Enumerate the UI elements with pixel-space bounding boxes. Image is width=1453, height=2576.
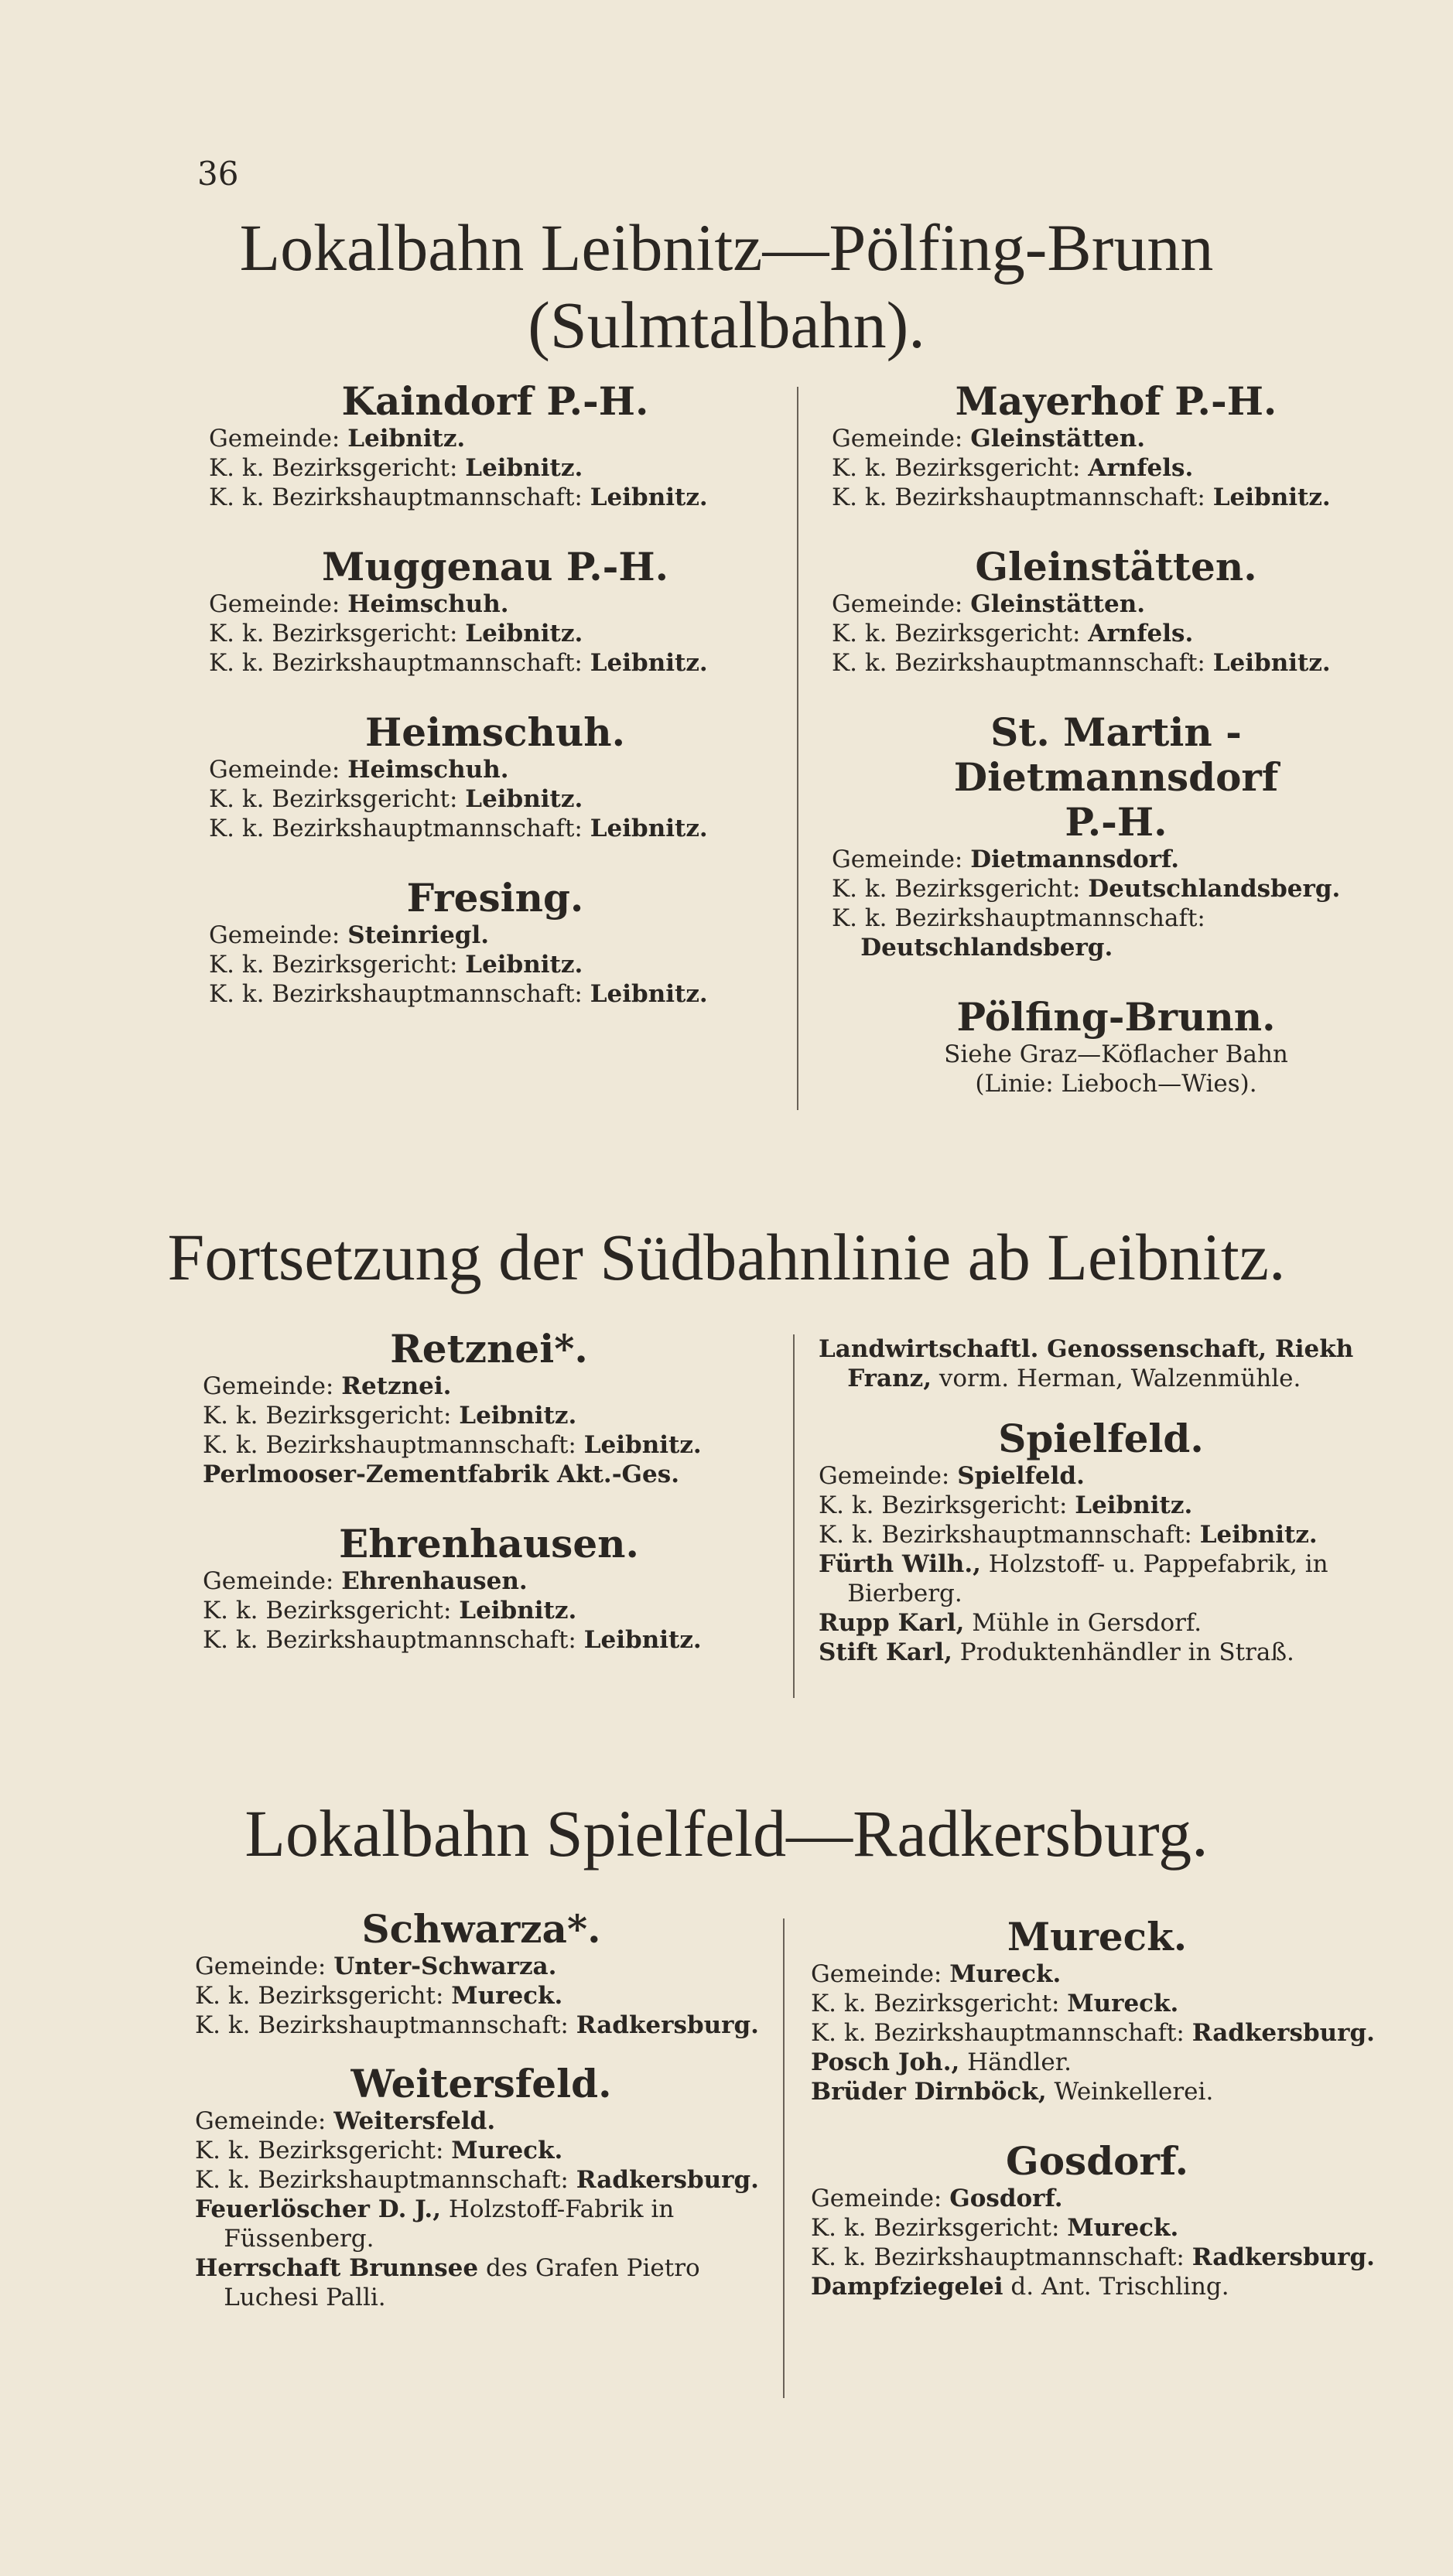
entry-line: K. k. Bezirksgericht: Leibnitz. bbox=[209, 785, 583, 813]
station-entry bbox=[819, 1416, 1383, 1667]
entry-line: Gemeinde: Dietmannsdorf. bbox=[832, 846, 1180, 873]
cross-reference-note: (Linie: Lieboch—Wies). bbox=[975, 1070, 1257, 1098]
station-heading: Mureck. bbox=[1007, 1914, 1188, 1959]
entry-line: Gemeinde: Unter-Schwarza. bbox=[195, 1952, 557, 1980]
section1-right-column bbox=[832, 379, 1400, 1131]
entry-line: K. k. Bezirkshauptmannschaft: Radkersburg. bbox=[811, 2019, 1375, 2047]
entry-line: Gemeinde: Leibnitz. bbox=[209, 425, 466, 453]
entry-line: Gemeinde: Steinriegl. bbox=[209, 921, 490, 949]
station-entry bbox=[195, 2062, 768, 2312]
entry-line: Gemeinde: Heimschuh. bbox=[209, 756, 509, 784]
entry-line: K. k. Bezirkshauptmannschaft: Deutschlandsberg. bbox=[832, 904, 1205, 962]
section-title-sulmtalbahn bbox=[0, 209, 1453, 364]
entry-line: Gemeinde: Gosdorf. bbox=[811, 2185, 1063, 2212]
column-divider bbox=[793, 1334, 795, 1698]
entry-line: K. k. Bezirkshauptmannschaft: Leibnitz. bbox=[203, 1431, 702, 1459]
entry-line: K. k. Bezirkshauptmannschaft: Leibnitz. bbox=[832, 649, 1331, 677]
entry-line: K. k. Bezirksgericht: Mureck. bbox=[811, 2214, 1179, 2242]
section2-left-column bbox=[203, 1327, 775, 1687]
station-heading: Gosdorf. bbox=[1006, 2138, 1188, 2184]
entry-line: Gemeinde: Weitersfeld. bbox=[195, 2107, 496, 2135]
station-entry bbox=[203, 1522, 775, 1655]
entry-line: K. k. Bezirksgericht: Mureck. bbox=[195, 2137, 563, 2164]
station-entry bbox=[811, 2139, 1383, 2301]
firm-line: Rupp Karl, Mühle in Gersdorf. bbox=[819, 1609, 1202, 1637]
station-heading: Muggenau P.-H. bbox=[321, 544, 669, 589]
entry-line: K. k. Bezirksgericht: Leibnitz. bbox=[203, 1597, 577, 1625]
station-entry bbox=[209, 876, 781, 1009]
entry-line: K. k. Bezirksgericht: Arnfels. bbox=[832, 454, 1194, 482]
station-heading: St. Martin - Dietmannsdorf bbox=[953, 709, 1279, 800]
section2-right-column bbox=[819, 1334, 1383, 1700]
station-heading: Retznei*. bbox=[390, 1326, 588, 1372]
cross-reference-note: Siehe Graz—Köflacher Bahn bbox=[944, 1040, 1288, 1068]
entry-line: K. k. Bezirkshauptmannschaft: Leibnitz. bbox=[209, 980, 708, 1008]
station-entry bbox=[195, 1907, 768, 2040]
section-title-line: Lokalbahn Leibnitz—Pölfing-Brunn bbox=[239, 210, 1214, 285]
firm-line: Dampfziegelei d. Ant. Trischling. bbox=[811, 2273, 1229, 2301]
station-heading: Pölfing-Brunn. bbox=[956, 994, 1276, 1040]
firm-line: Stift Karl, Produktenhändler in Straß. bbox=[819, 1638, 1294, 1666]
station-entry bbox=[209, 379, 781, 512]
station-heading: Weitersfeld. bbox=[350, 2061, 612, 2106]
entry-line: K. k. Bezirkshauptmannschaft: Leibnitz. bbox=[832, 483, 1331, 511]
entry-line: Gemeinde: Spielfeld. bbox=[819, 1462, 1085, 1490]
section3-right-column bbox=[811, 1915, 1383, 2334]
entry-line: Gemeinde: Retznei. bbox=[203, 1372, 452, 1400]
section3-left-column bbox=[195, 1907, 768, 2345]
entry-line: Gemeinde: Mureck. bbox=[811, 1960, 1062, 1988]
firm-line: Feuerlöscher D. J., Holzstoff-Fabrik in Füssenberg. bbox=[195, 2195, 675, 2253]
entry-line: K. k. Bezirkshauptmannschaft: Leibnitz. bbox=[209, 483, 708, 511]
entry-line: K. k. Bezirksgericht: Mureck. bbox=[195, 1982, 563, 2010]
entry-line: K. k. Bezirkshauptmannschaft: Leibnitz. bbox=[203, 1626, 702, 1654]
station-entry bbox=[832, 545, 1400, 678]
firm-line: Herrschaft Brunnsee des Grafen Pietro Luchesi Palli. bbox=[195, 2254, 700, 2311]
column-divider bbox=[797, 387, 798, 1110]
section-title-suedbahn: Fortsetzung der Südbahnlinie ab Leibnitz. bbox=[167, 1220, 1286, 1294]
entry-line: K. k. Bezirksgericht: Leibnitz. bbox=[203, 1402, 577, 1430]
station-entry bbox=[832, 995, 1400, 1098]
entry-line: K. k. Bezirksgericht: Leibnitz. bbox=[209, 620, 583, 647]
page-number: 36 bbox=[197, 155, 239, 193]
entry-line: Gemeinde: Gleinstätten. bbox=[832, 590, 1146, 618]
station-entry bbox=[832, 379, 1400, 512]
station-entry bbox=[209, 545, 781, 678]
entry-line: K. k. Bezirkshauptmannschaft: Leibnitz. bbox=[209, 649, 708, 677]
entry-line: K. k. Bezirkshauptmannschaft: Radkersburg. bbox=[195, 2166, 759, 2194]
station-entry bbox=[203, 1327, 775, 1489]
station-heading: Gleinstätten. bbox=[975, 544, 1257, 589]
firm-line: Landwirtschaftl. Genossenschaft, Riekh Franz, vorm. Herman, Walzenmühle. bbox=[819, 1335, 1354, 1392]
firm-line: Brüder Dirnböck, Weinkellerei. bbox=[811, 2078, 1214, 2106]
section-title-radkersburg: Lokalbahn Spielfeld—Radkersburg. bbox=[244, 1796, 1209, 1871]
firm-line: Fürth Wilh., Holzstoff- u. Pappefabrik, in Bierberg. bbox=[819, 1550, 1328, 1607]
entry-line: K. k. Bezirkshauptmannschaft: Leibnitz. bbox=[819, 1521, 1318, 1549]
station-heading: Fresing. bbox=[406, 875, 584, 921]
station-heading: Heimschuh. bbox=[364, 709, 625, 755]
station-heading-suffix: P.-H. bbox=[1065, 799, 1168, 845]
entry-line: K. k. Bezirkshauptmannschaft: Leibnitz. bbox=[209, 815, 708, 842]
station-heading: Schwarza*. bbox=[361, 1906, 601, 1952]
entry-line: K. k. Bezirksgericht: Mureck. bbox=[811, 1990, 1179, 2017]
entry-line: K. k. Bezirksgericht: Leibnitz. bbox=[209, 454, 583, 482]
entry-line: Gemeinde: Ehrenhausen. bbox=[203, 1567, 528, 1595]
station-heading: Spielfeld. bbox=[998, 1416, 1204, 1461]
section1-left-column bbox=[209, 379, 781, 1041]
column-divider bbox=[783, 1918, 785, 2398]
station-heading: Ehrenhausen. bbox=[339, 1521, 639, 1566]
firm-line: Perlmooser-Zementfabrik Akt.-Ges. bbox=[203, 1461, 680, 1488]
station-entry bbox=[811, 1915, 1383, 2106]
station-entry bbox=[832, 710, 1400, 962]
entry-line: K. k. Bezirksgericht: Arnfels. bbox=[832, 620, 1194, 647]
entry-line: K. k. Bezirksgericht: Deutschlandsberg. bbox=[832, 875, 1341, 903]
station-heading: Kaindorf P.-H. bbox=[341, 378, 649, 424]
station-heading: Mayerhof P.-H. bbox=[955, 378, 1277, 424]
station-entry bbox=[209, 710, 781, 843]
entry-line: Gemeinde: Heimschuh. bbox=[209, 590, 509, 618]
entry-line: K. k. Bezirkshauptmannschaft: Radkersburg. bbox=[811, 2243, 1375, 2271]
entry-line: K. k. Bezirkshauptmannschaft: Radkersburg. bbox=[195, 2011, 759, 2039]
entry-line: K. k. Bezirksgericht: Leibnitz. bbox=[819, 1491, 1193, 1519]
firm-line: Posch Joh., Händler. bbox=[811, 2048, 1072, 2076]
firm-entry bbox=[819, 1334, 1383, 1393]
entry-line: Gemeinde: Gleinstätten. bbox=[832, 425, 1146, 453]
section-title-line: (Sulmtalbahn). bbox=[528, 288, 925, 362]
entry-line: K. k. Bezirksgericht: Leibnitz. bbox=[209, 951, 583, 979]
